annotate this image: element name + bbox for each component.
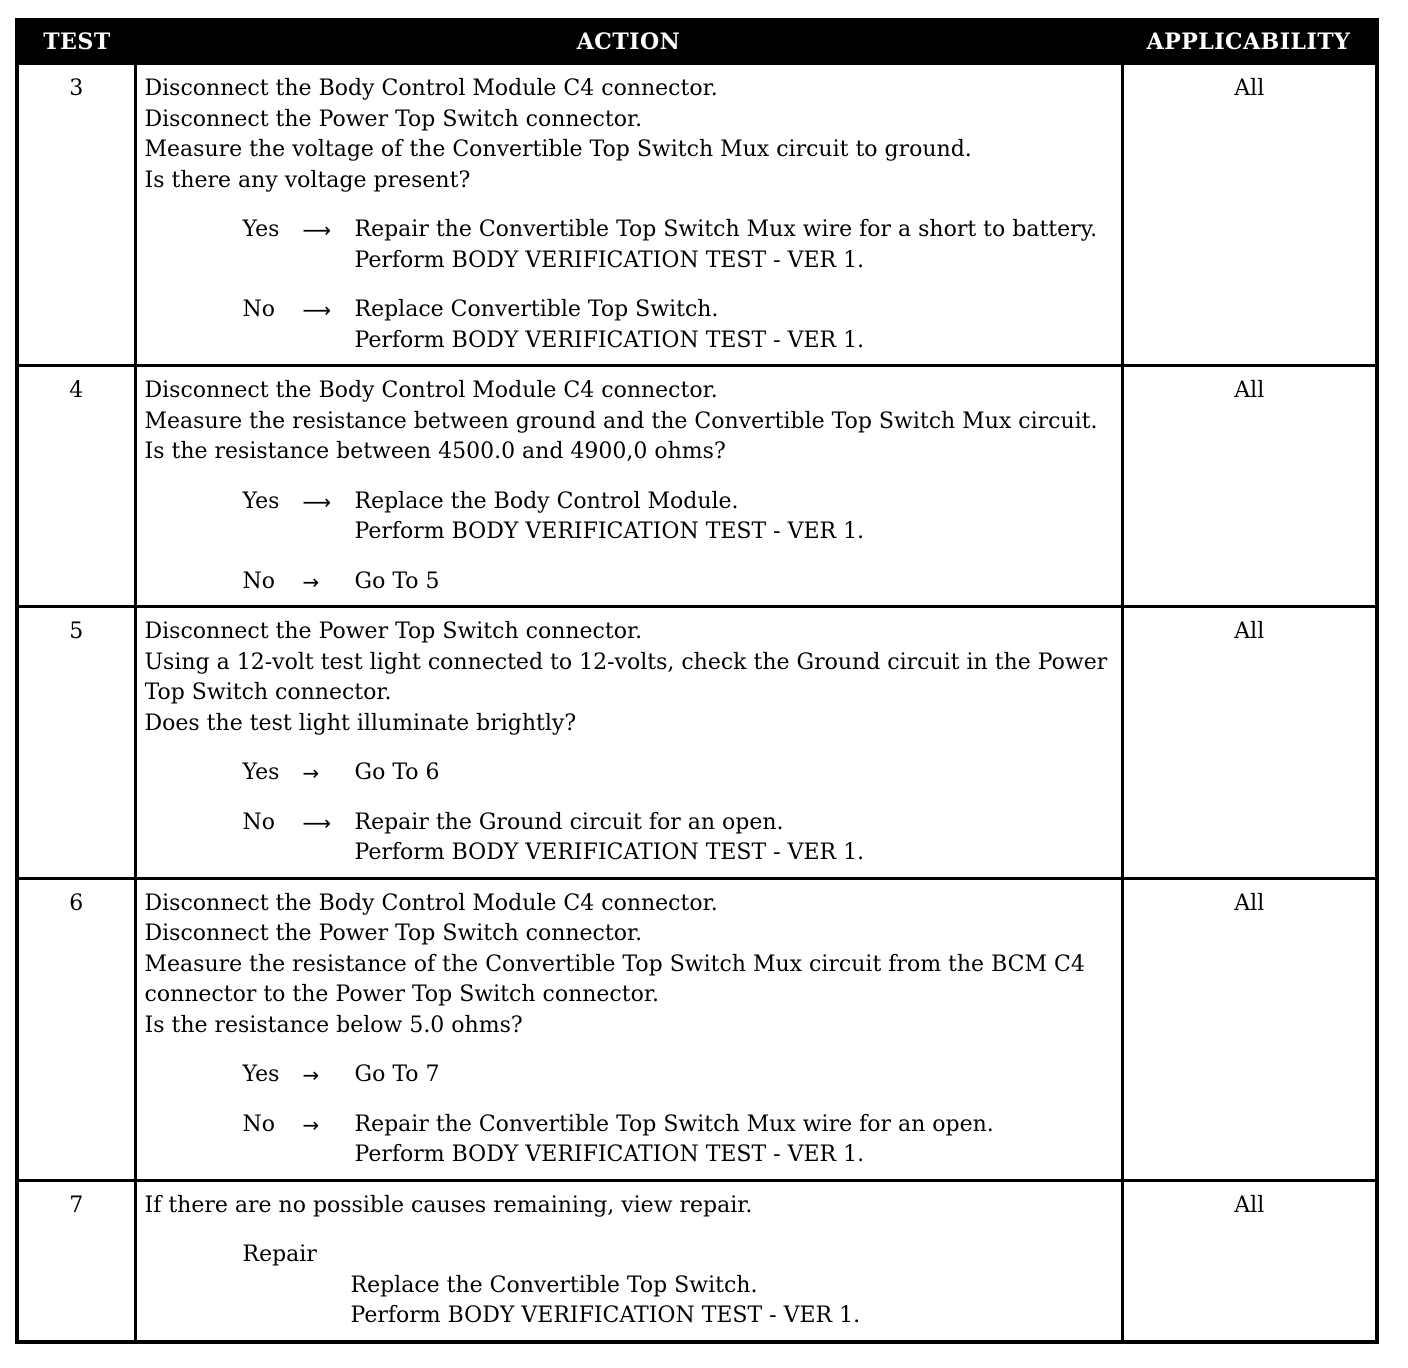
outcome-label: Yes [242,1062,280,1087]
header-test: TEST [17,20,135,64]
outcome-lines [355,487,1115,548]
outcome-lines [355,295,1115,356]
outcome-lines [355,758,1115,789]
outcome-line: Perform BODY VERIFICATION TEST - VER 1. [354,327,865,353]
outcome-lines [355,1110,1115,1171]
action-step: Disconnect the Body Control Module C4 connector. [144,76,718,101]
outcome-line: Replace the Body Control Module. [354,488,739,514]
outcome-yes [145,1060,1115,1091]
test-number: 3 [17,64,135,366]
arrow-right-icon: → [302,1112,320,1137]
action-step: Disconnect the Body Control Module C4 connector. [144,378,718,403]
action-step: Measure the resistance of the Convertible Top Switch Mux circuit from the BCM C4 [144,951,1085,977]
diagnostic-test-table [15,18,1379,1344]
outcome-line: Perform BODY VERIFICATION TEST - VER 1. [354,519,865,544]
repair-line: Perform BODY VERIFICATION TEST - VER 1. [350,1303,861,1328]
table-body [17,64,1377,1342]
applicability-value: All [1122,64,1377,366]
action-step: Top Switch connector. [144,680,392,705]
outcome-line: Go To 6 [354,760,440,785]
action-cell [135,878,1122,1180]
applicability-value: All [1122,1180,1377,1342]
outcome-line: Perform BODY VERIFICATION TEST - VER 1. [354,840,865,865]
outcome-line: Perform BODY VERIFICATION TEST - VER 1. [354,247,865,273]
arrow-right-icon: ⟶ [302,218,332,242]
table-row [17,1180,1377,1342]
outcome-lines [355,215,1115,276]
action-step: Disconnect the Power Top Switch connector. [144,619,643,644]
outcome-lines [355,1060,1115,1091]
outcome-yes [145,487,1115,548]
outcome-lines [355,567,1115,598]
outcome-label: Yes [242,760,280,785]
test-number: 7 [17,1180,135,1342]
repair-lines [351,1271,1115,1332]
arrow-right-icon: ⟶ [302,298,332,322]
action-step: Measure the voltage of the Convertible Top Switch Mux circuit to ground. [144,137,972,162]
outcome-no [145,295,1115,356]
test-number: 6 [17,878,135,1180]
action-step: Is the resistance below 5.0 ohms? [144,1012,523,1038]
outcome-label: Yes [242,217,280,242]
applicability-value: All [1122,607,1377,879]
table-header [17,20,1377,64]
outcome-line: Repair the Convertible Top Switch Mux wire for an open. [354,1111,994,1137]
arrow-right-icon: ⟶ [302,489,332,514]
action-cell [135,1180,1122,1342]
action-cell [135,64,1122,366]
action-step: Disconnect the Power Top Switch connector. [144,106,643,132]
outcome-line: Repair the Ground circuit for an open. [354,809,784,835]
header-row [17,20,1377,64]
outcome-line: Repair the Convertible Top Switch Mux wire for a short to battery. [354,217,1098,242]
outcome-line: Go To 5 [354,568,440,594]
outcome-label: Yes [242,488,280,514]
repair-label: Repair [242,1242,317,1267]
action-step: Is the resistance between 4500.0 and 4900,0 ohms? [144,439,726,464]
outcome-yes [145,215,1115,276]
action-cell [135,607,1122,879]
outcome-label: No [242,1111,275,1137]
header-action: ACTION [135,20,1122,64]
outcome-no [145,808,1115,869]
outcome-no [145,1110,1115,1171]
outcome-line: Perform BODY VERIFICATION TEST - VER 1. [354,1142,865,1167]
test-number: 5 [17,607,135,879]
outcome-lines [355,808,1115,869]
repair-block [243,1240,1115,1332]
outcome-label: No [242,809,275,835]
action-step: connector to the Power Top Switch connector. [144,982,659,1007]
table-row [17,64,1377,366]
outcome-label: No [242,568,275,594]
arrow-right-icon: → [302,1063,320,1087]
repair-line: Replace the Convertible Top Switch. [350,1272,758,1298]
action-step: Disconnect the Body Control Module C4 connector. [144,890,718,916]
action-step: Measure the resistance between ground and the Convertible Top Switch Mux circuit. [144,408,1098,434]
test-number: 4 [17,366,135,607]
applicability-value: All [1122,878,1377,1180]
arrow-right-icon: → [302,569,320,594]
action-step: Disconnect the Power Top Switch connector. [144,921,643,946]
table-row [17,607,1377,879]
action-step: Using a 12-volt test light connected to 12-volts, check the Ground circuit in the Power [144,649,1108,675]
table-row [17,878,1377,1180]
outcome-yes [145,758,1115,789]
applicability-value: All [1122,366,1377,607]
outcome-label: No [242,297,275,322]
arrow-right-icon: → [302,761,320,785]
outcome-line: Replace Convertible Top Switch. [354,297,719,322]
action-step: Does the test light illuminate brightly? [144,710,577,736]
arrow-right-icon: ⟶ [302,810,332,835]
header-applicability: APPLICABILITY [1122,20,1377,64]
outcome-line: Go To 7 [354,1062,440,1087]
table-row [17,366,1377,607]
action-step: Is there any voltage present? [144,167,471,193]
action-cell [135,366,1122,607]
outcome-no [145,567,1115,598]
action-step: If there are no possible causes remaining, view repair. [144,1192,753,1218]
